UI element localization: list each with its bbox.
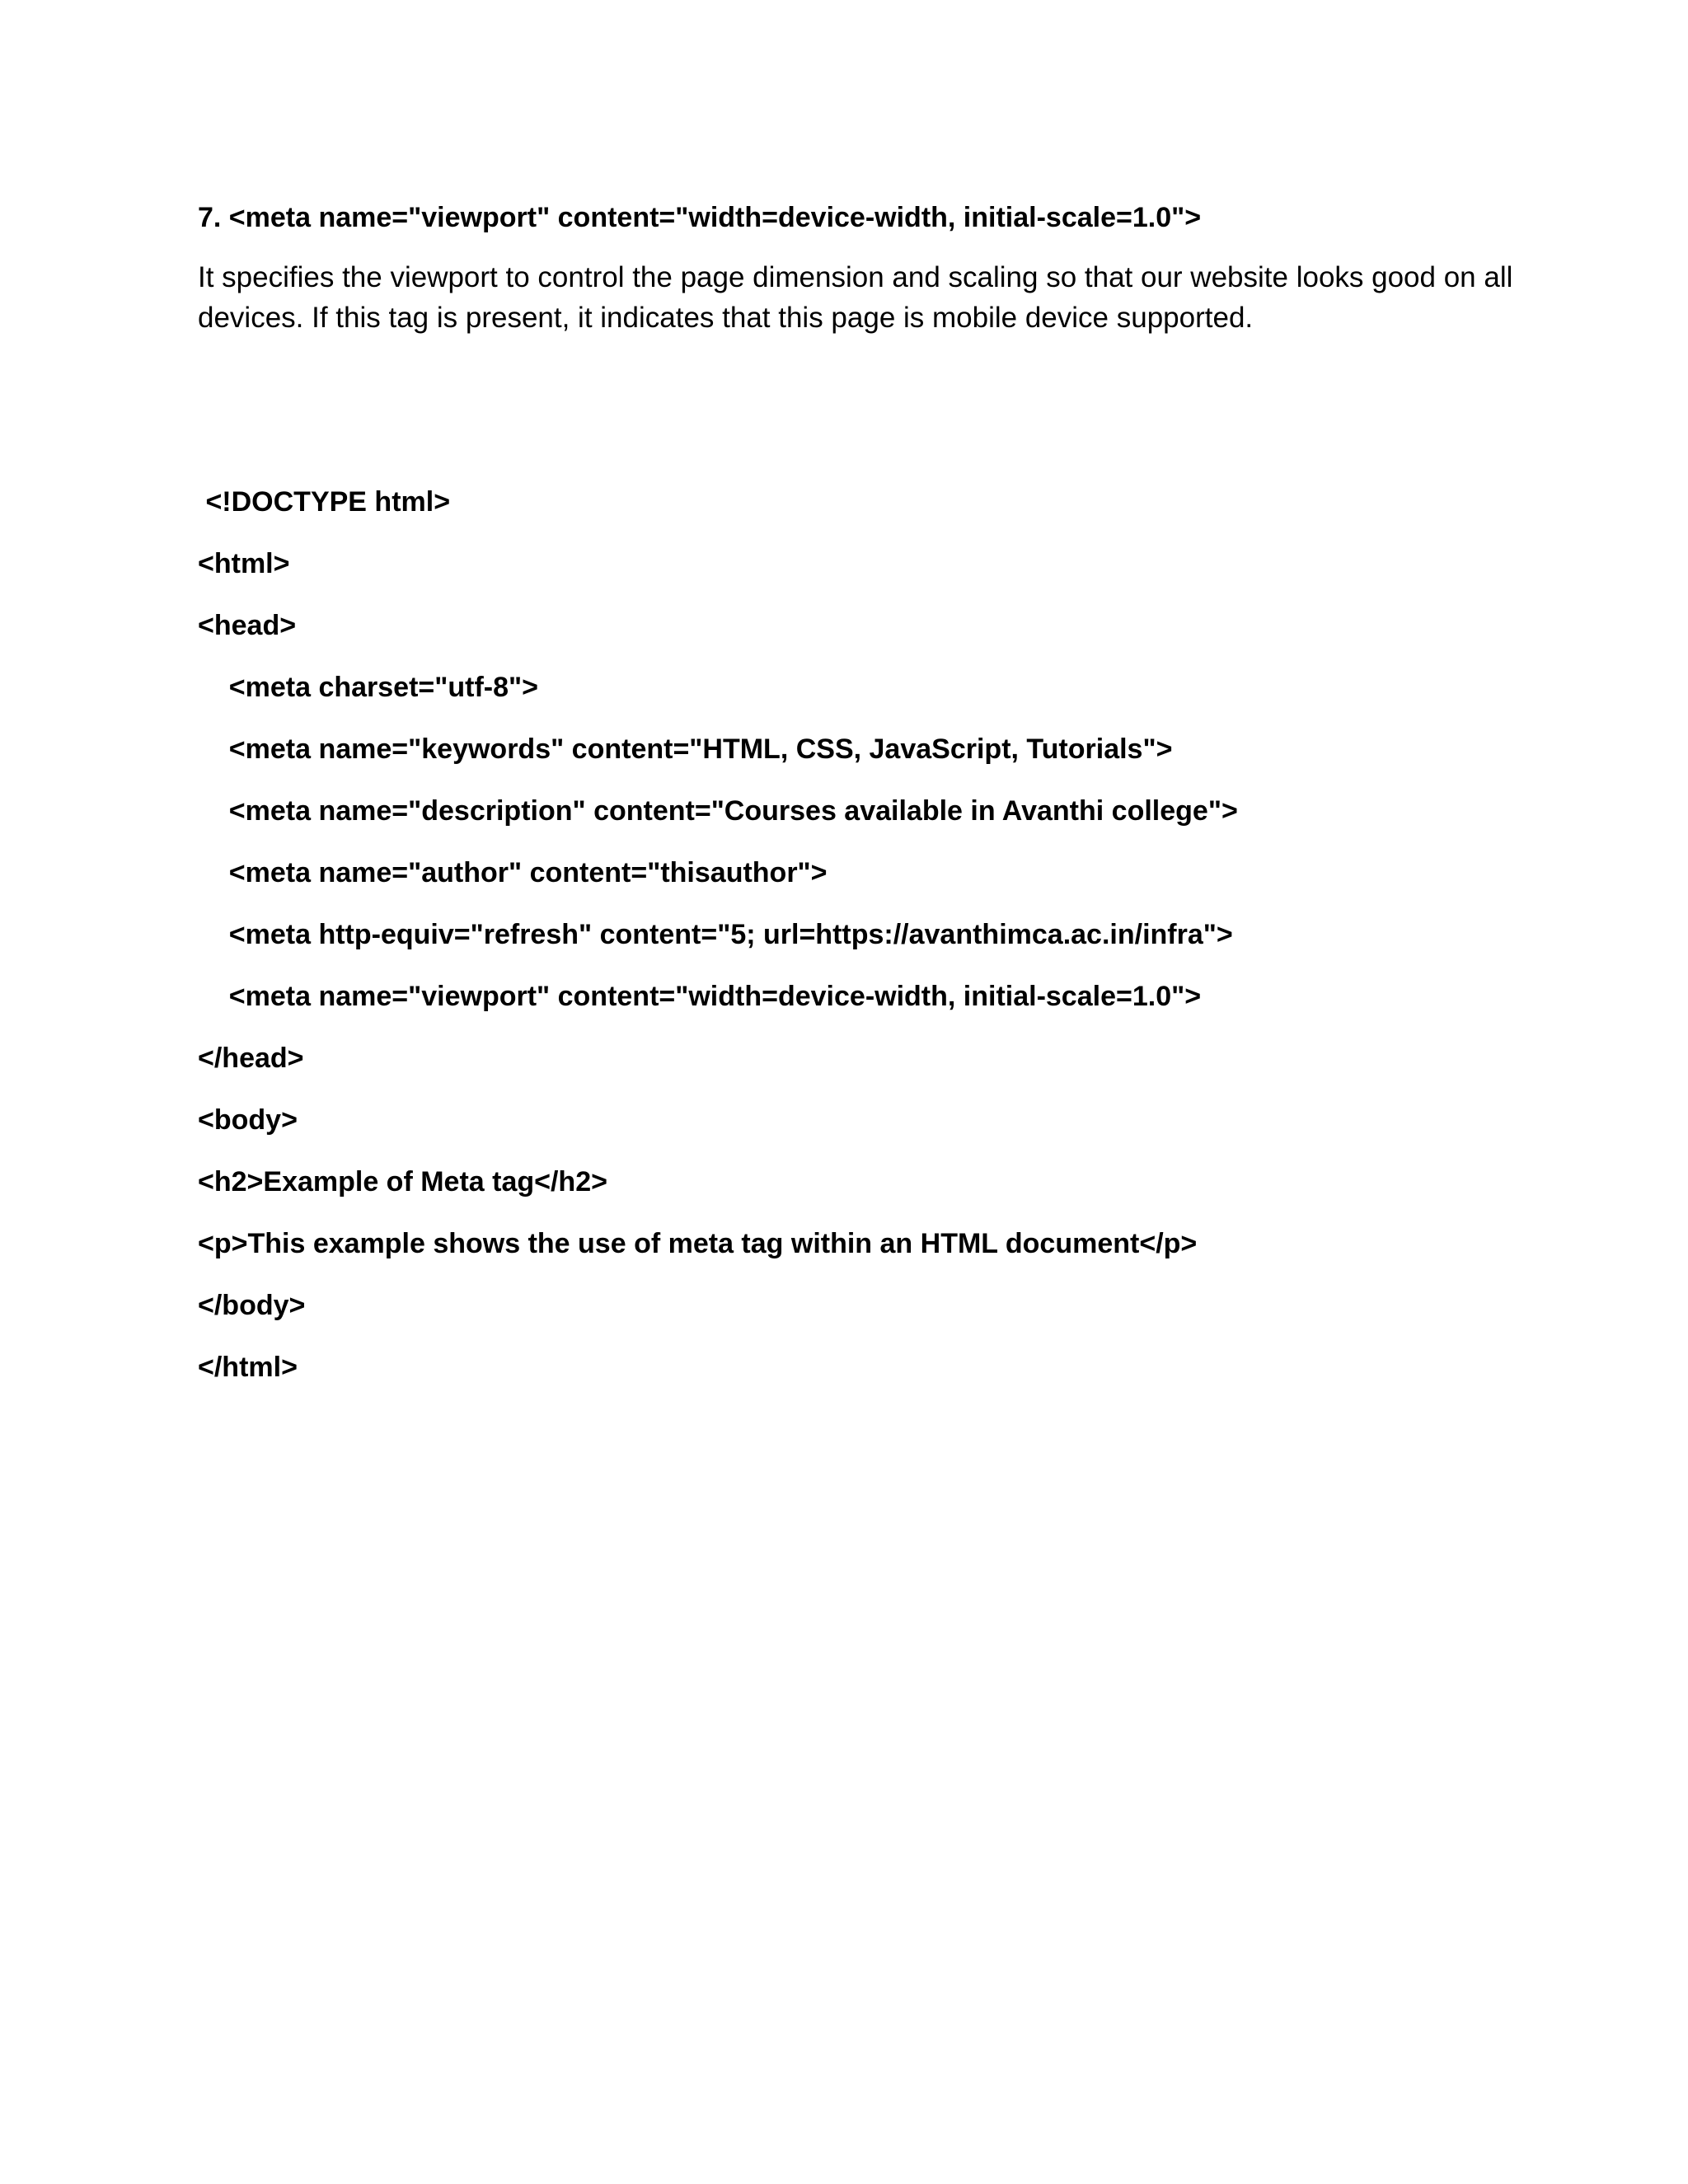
code-example xyxy=(198,482,1238,1409)
code-line: </head> xyxy=(198,1043,304,1074)
code-line: <meta charset="utf-8"> xyxy=(198,672,539,703)
code-line: <meta http-equiv="refresh" content="5; url=https://avanthimca.ac.in/infra"> xyxy=(198,919,1233,950)
code-line: <!DOCTYPE html> xyxy=(198,486,451,518)
code-line: <p>This example shows the use of meta tag within an HTML document</p> xyxy=(198,1228,1198,1259)
code-line: <meta name="keywords" content="HTML, CSS, JavaScript, Tutorials"> xyxy=(198,733,1173,765)
code-line: </html> xyxy=(198,1352,298,1383)
code-line: <html> xyxy=(198,548,290,579)
code-line: <head> xyxy=(198,610,297,641)
section-heading: 7. <meta name="viewport" content="width=device-width, initial-scale=1.0"> xyxy=(198,202,1202,233)
description-line: devices. If this tag is present, it indicates that this page is mobile device supported. xyxy=(198,302,1254,334)
code-line: <h2>Example of Meta tag</h2> xyxy=(198,1166,607,1197)
code-line: </body> xyxy=(198,1290,306,1321)
code-line: <body> xyxy=(198,1104,298,1136)
code-line: <meta name="description" content="Courses available in Avanthi college"> xyxy=(198,795,1238,827)
code-line: <meta name="author" content="thisauthor"> xyxy=(198,857,828,888)
description-line: It specifies the viewport to control the page dimension and scaling so that our website looks good on all xyxy=(198,261,1513,293)
section-description xyxy=(198,257,1517,338)
code-line: <meta name="viewport" content="width=device-width, initial-scale=1.0"> xyxy=(198,981,1202,1012)
